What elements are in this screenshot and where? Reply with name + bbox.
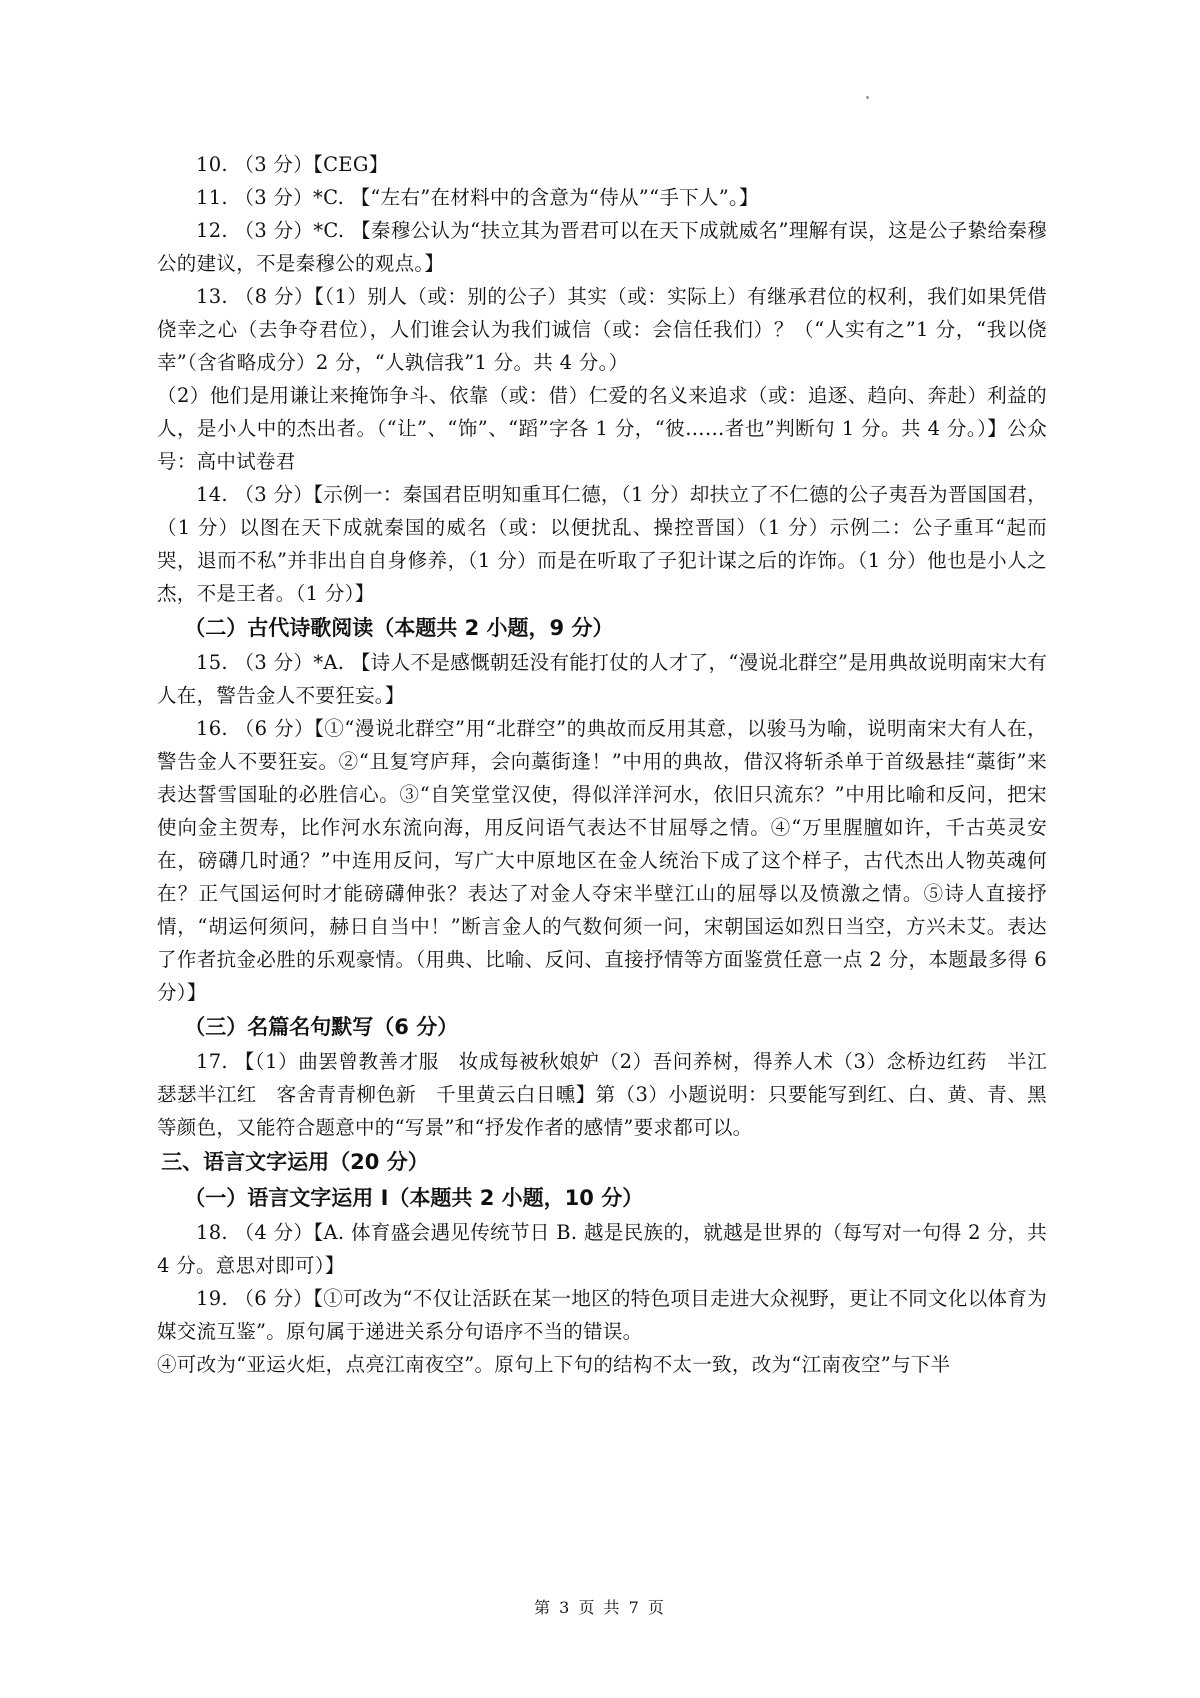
section-heading-language: 三、语言文字运用（20 分）	[161, 1150, 429, 1174]
page-footer: 第 3 页 共 7 页	[534, 1598, 666, 1617]
answer-q16: 16. （6 分）【①“漫说北群空”用“北群空”的典故而反用其意，以骏马为喻，说明南宋大有人在，警告金人不要狂妄。②“且复穹庐拜，会向藁街逢！”中用的典故，借汉将斩杀单于首级悬挂“藁街”来表达誓雪国耻的必胜信心。③“自笑堂堂汉使，得似洋洋河水，依旧只流东？”中用比喻和反问，把宋使向金主贺寿，比作河水东流向海，用反问语气表达不甘屈辱之情。④“万里腥膻如许，千古英灵安在，磅礴几时通？”中连用反问，写广大中原地区在金人统治下成了这个样子，古代杰出人物英魂何在？正气国运何时才能磅礴伸张？表达了对金人夺宋半壁江山的屈辱以及愤激之情。⑤诗人直接抒情，“胡运何须问，赫日自当中！”断言金人的气数何须一问，宋朝国运如烈日当空，方兴未艾。表达了作者抗金必胜的乐观豪情。（用典、比喻、反问、直接抒情等方面鉴赏任意一点 2 分，本题最多得 6 分）】	[157, 717, 1047, 1004]
section-heading-dictation: （三）名篇名句默写（6 分）	[184, 1015, 459, 1039]
section-heading-poetry: （二）古代诗歌阅读（本题共 2 小题，9 分）	[184, 616, 614, 640]
answer-q14: 14. （3 分）【示例一：秦国君臣明知重耳仁德，（1 分）却扶立了不仁德的公子夷吾为晋国国君，（1 分）以图在天下成就秦国的威名（或：以便扰乱、操控晋国）（1 分）示例二：公子重耳“起而哭，退而不私”并非出自自身修养，（1 分）而是在听取了子犯计谋之后的诈饰。（1 分）他也是小人之杰，不是王者。（1 分）】	[157, 483, 1047, 605]
answer-q10: 10. （3 分）【CEG】	[196, 153, 389, 176]
answer-q15: 15. （3 分）*A. 【诗人不是感慨朝廷没有能打仗的人才了，“漫说北群空”是用典故说明南宋大有人在，警告金人不要狂妄。】	[157, 651, 1047, 707]
answer-q13-part1: 13. （8 分）【（1）别人（或：别的公子）其实（或：实际上）有继承君位的权利，我们如果凭借侥幸之心（去争夺君位），人们谁会认为我们诚信（或：会信任我们）？（“人实有之”1 分，“我以侥幸”（含省略成分）2 分，“人孰信我”1 分。共 4 分。）	[157, 285, 1047, 374]
answer-q11: 11. （3 分）*C. 【“左右”在材料中的含意为“侍从”“手下人”。】	[196, 186, 759, 209]
section-heading-language-1: （一）语言文字运用 I（本题共 2 小题，10 分）	[184, 1186, 644, 1210]
answer-q12: 12. （3 分）*C. 【秦穆公认为“扶立其为晋君可以在天下成就威名”理解有误，这是公子絷给秦穆公的建议，不是秦穆公的观点。】	[157, 219, 1047, 275]
answer-q17: 17. 【（1）曲罢曾教善才服 妆成每被秋娘妒（2）吾问养树，得养人术（3）念桥边红药 半江瑟瑟半江红 客舍青青柳色新 千里黄云白日曛】第（3）小题说明：只要能写到红、白、黄、青、黑等颜色，又能符合题意中的“写景”和“抒发作者的感情”要求都可以。	[157, 1050, 1047, 1139]
answer-q13-part2: （2）他们是用谦让来掩饰争斗、依靠（或：借）仁爱的名义来追求（或：追逐、趋向、奔赴）利益的人，是小人中的杰出者。（“让”、“饰”、“蹈”字各 1 分，“彼……者也”判断句 1 分。共 4 分。）】公众号：高中试卷君	[157, 384, 1047, 473]
answer-content	[157, 148, 1047, 1381]
answer-q19-item4: ④可改为“亚运火炬，点亮江南夜空”。原句上下句的结构不太一致，改为“江南夜空”与下半	[157, 1353, 951, 1376]
answer-q19: 19. （6 分）【①可改为“不仅让活跃在某一地区的特色项目走进大众视野，更让不同文化以体育为媒交流互鉴”。原句属于递进关系分句语序不当的错误。	[157, 1287, 1047, 1343]
answer-q18: 18. （4 分）【A. 体育盛会遇见传统节日 B. 越是民族的，就越是世界的（每写对一句得 2 分，共 4 分。意思对即可）】	[157, 1221, 1047, 1277]
scan-speck	[866, 96, 869, 99]
